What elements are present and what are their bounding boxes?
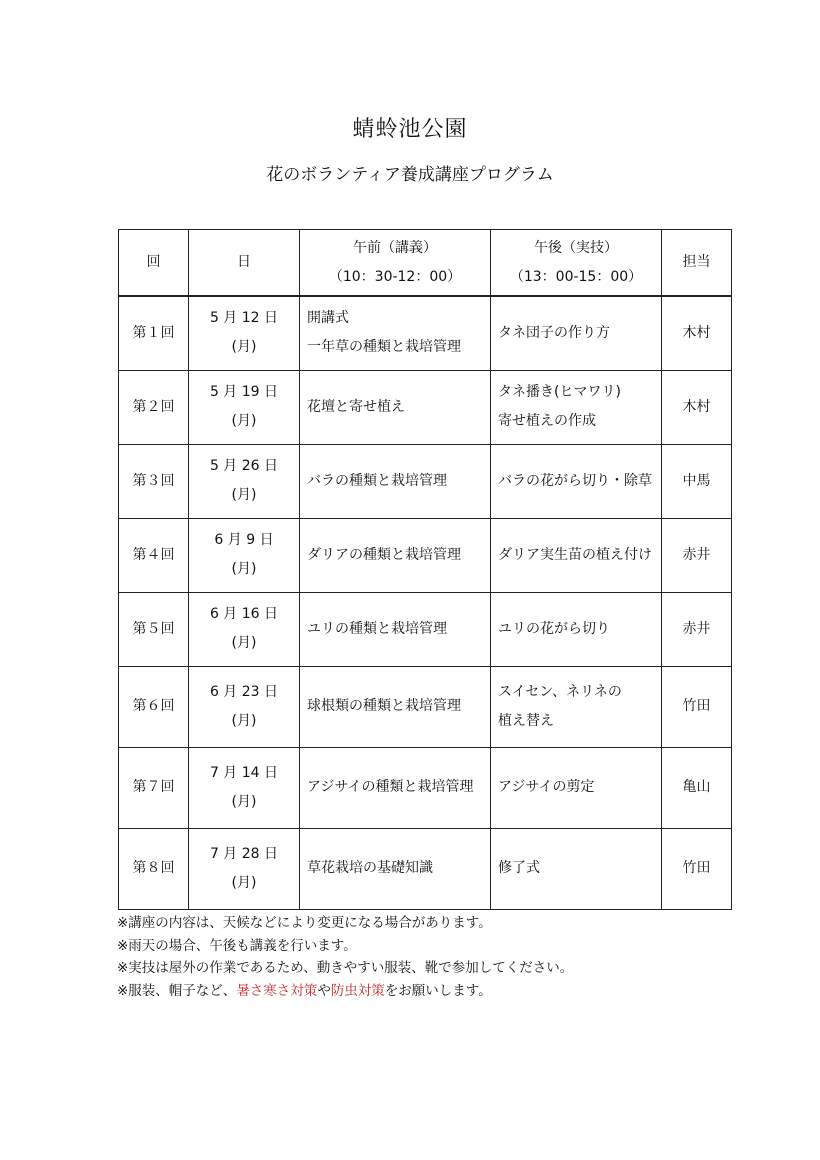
morning-lecture [300, 828, 491, 909]
afternoon-practice-line: ダリア実生苗の植え付け [498, 546, 652, 563]
afternoon-practice [491, 747, 662, 828]
afternoon-practice [491, 592, 662, 666]
table-header-row [119, 230, 732, 297]
instructor: 竹田 [662, 828, 732, 909]
session-date-line: (月) [231, 413, 257, 429]
morning-lecture [300, 518, 491, 592]
afternoon-practice-line: アジサイの剪定 [498, 779, 595, 795]
note-4-mid: や [317, 982, 331, 999]
session-date [189, 592, 300, 666]
instructor: 赤井 [662, 518, 732, 592]
session-date-line: 6 月 9 日 [214, 532, 274, 548]
session-date-line: 7 月 28 日 [209, 845, 279, 862]
morning-lecture [300, 747, 491, 828]
session-number: 第８回 [119, 828, 189, 909]
note-3: ※実技は屋外の作業であるため、動きやすい服装、靴で参加してください。 [117, 960, 574, 976]
morning-lecture [300, 370, 491, 444]
instructor: 竹田 [662, 666, 732, 747]
header-am-time: （10：30-12：00） [328, 268, 462, 285]
afternoon-practice-line: 寄せ植えの作成 [498, 413, 596, 429]
session-date [189, 666, 300, 747]
session-date-line: (月) [231, 487, 257, 503]
afternoon-practice [491, 444, 662, 518]
afternoon-practice [491, 666, 662, 747]
session-number: 第２回 [119, 370, 189, 444]
session-date-line: (月) [231, 793, 257, 810]
header-pm-title: 午後（実技） [534, 239, 618, 256]
note-4-suffix: をお願いします。 [384, 982, 492, 999]
instructor: 木村 [662, 370, 732, 444]
header-num: 回 [119, 230, 189, 297]
afternoon-practice-line: ユリの花がら切り [498, 620, 610, 637]
morning-lecture-line: 開講式 [307, 310, 349, 327]
morning-lecture [300, 592, 491, 666]
session-date-line: (月) [231, 339, 257, 356]
morning-lecture [300, 444, 491, 518]
table-row [119, 592, 732, 666]
session-date [189, 518, 300, 592]
morning-lecture-line: 一年草の種類と栽培管理 [307, 339, 461, 356]
note-4 [117, 980, 573, 1003]
header-date: 日 [189, 230, 300, 297]
table-row [119, 296, 732, 370]
table-row [119, 518, 732, 592]
session-number: 第１回 [119, 296, 189, 370]
morning-lecture-line: ダリアの種類と栽培管理 [307, 546, 461, 563]
header-staff: 担当 [662, 230, 732, 297]
instructor: 木村 [662, 296, 732, 370]
page-subtitle: 花のボランティア養成講座プログラム [266, 165, 554, 185]
note-4-highlight-insect: 防虫対策 [330, 982, 385, 999]
schedule-table [118, 229, 732, 910]
notes [117, 912, 573, 1002]
morning-lecture [300, 296, 491, 370]
morning-lecture-line: 草花栽培の基礎知識 [307, 860, 433, 876]
table-row [119, 666, 732, 747]
session-date-line: (月) [231, 561, 257, 577]
afternoon-practice [491, 828, 662, 909]
session-date [189, 747, 300, 828]
morning-lecture-line: アジサイの種類と栽培管理 [307, 779, 474, 795]
session-date [189, 296, 300, 370]
session-date [189, 828, 300, 909]
note-4-prefix: ※服装、帽子など、 [117, 982, 237, 999]
session-number: 第６回 [119, 666, 189, 747]
header-pm [491, 230, 662, 297]
session-number: 第３回 [119, 444, 189, 518]
header-am [300, 230, 491, 297]
session-number: 第４回 [119, 518, 189, 592]
afternoon-practice [491, 518, 662, 592]
morning-lecture-line: バラの種類と栽培管理 [307, 472, 447, 489]
instructor: 赤井 [662, 592, 732, 666]
session-date-line: 5 月 19 日 [209, 384, 279, 400]
morning-lecture-line: 花壇と寄せ植え [307, 398, 405, 415]
table-row [119, 828, 732, 909]
note-1: ※講座の内容は、天候などにより変更になる場合があります。 [117, 915, 492, 931]
afternoon-practice-line: タネ団子の作り方 [498, 324, 610, 341]
table-row [119, 747, 732, 828]
note-2: ※雨天の場合、午後も講義を行います。 [117, 937, 357, 954]
session-date-line: 7 月 14 日 [209, 764, 279, 781]
table-row [119, 370, 732, 444]
afternoon-practice-line: タネ播き(ヒマワリ) [498, 384, 621, 400]
afternoon-practice [491, 370, 662, 444]
session-date-line: 5 月 12 日 [209, 310, 279, 327]
session-date-line: (月) [231, 635, 257, 651]
afternoon-practice-line: 修了式 [498, 860, 540, 876]
session-date-line: 5 月 26 日 [209, 458, 279, 474]
note-4-highlight-weather: 暑さ寒さ対策 [236, 982, 318, 999]
session-date-line: 6 月 23 日 [209, 683, 279, 700]
session-date-line: (月) [231, 712, 257, 729]
session-date [189, 370, 300, 444]
morning-lecture-line: 球根類の種類と栽培管理 [307, 698, 461, 714]
page-title: 蜻蛉池公園 [352, 117, 468, 142]
afternoon-practice-line: スイセン、ネリネの [498, 683, 622, 700]
afternoon-practice-line: 植え替え [498, 712, 554, 729]
afternoon-practice-line: バラの花がら切り・除草 [498, 472, 652, 489]
instructor: 亀山 [662, 747, 732, 828]
morning-lecture-line: ユリの種類と栽培管理 [307, 620, 447, 637]
session-number: 第５回 [119, 592, 189, 666]
afternoon-practice [491, 296, 662, 370]
session-date [189, 444, 300, 518]
header-am-title: 午前（講義） [353, 239, 437, 256]
header-pm-time: （13：00-15：00） [509, 268, 643, 285]
instructor: 中馬 [662, 444, 732, 518]
session-date-line: 6 月 16 日 [209, 606, 279, 622]
table-row [119, 444, 732, 518]
morning-lecture [300, 666, 491, 747]
session-date-line: (月) [231, 874, 257, 891]
session-number: 第７回 [119, 747, 189, 828]
